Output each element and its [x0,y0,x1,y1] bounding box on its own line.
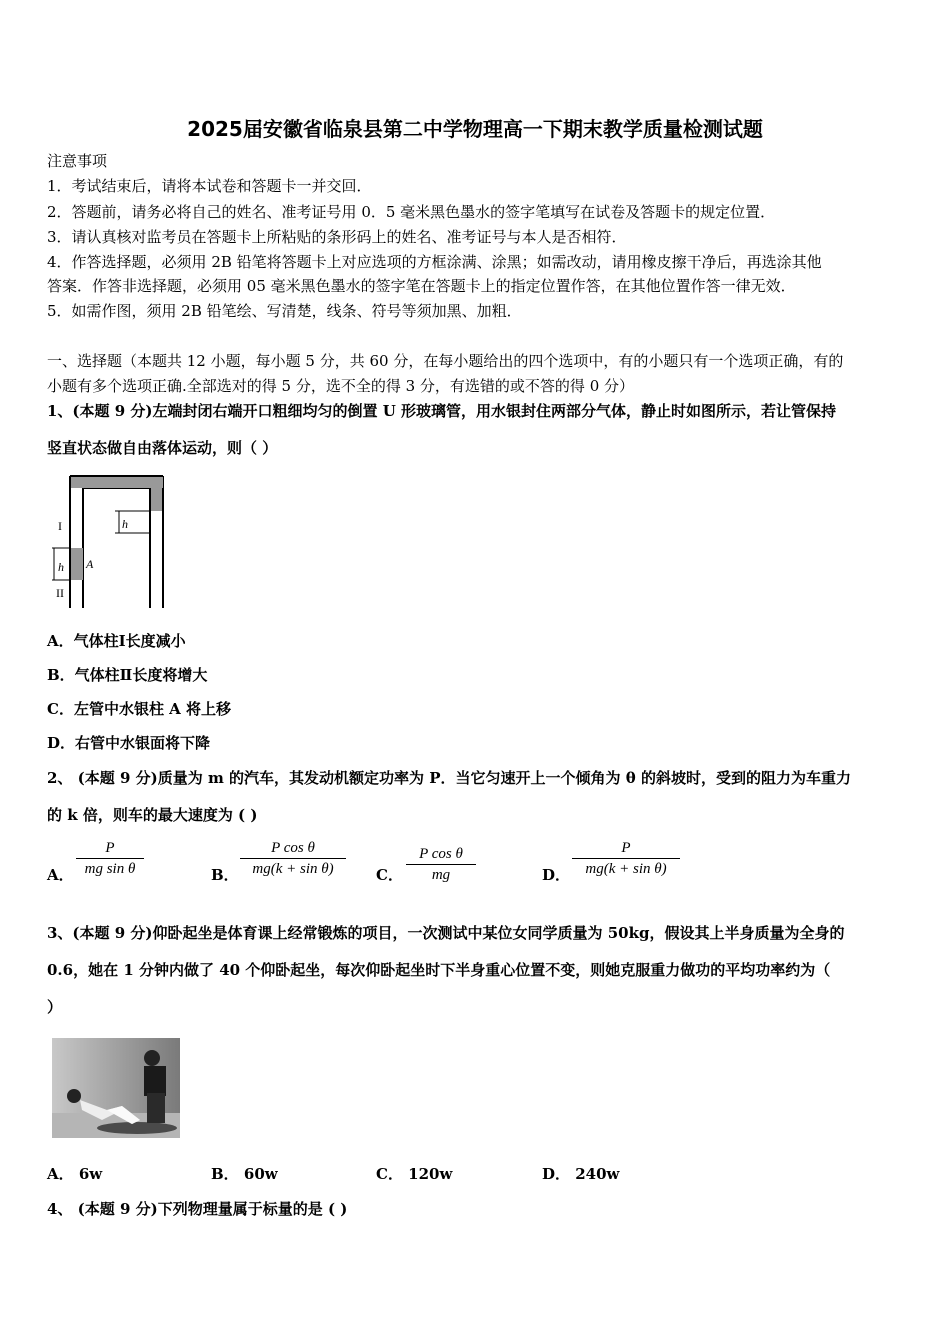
question-1-option-c: C．左管中水银柱 A 将上移 [47,700,232,718]
question-3-stem-end: ） [47,998,63,1016]
question-2-stem: 2、 (本题 9 分)质量为 m 的汽车，其发动机额定功率为 P．当它匀速开上一个倾角为 θ 的斜坡时，受到的阻力为车重力 [47,769,852,787]
fraction-numerator: P cos θ [271,840,315,856]
question-1-option-d: D．右管中水银面将下降 [47,734,211,752]
notice-item: 答案．作答非选择题，必须用 05 毫米黑色墨水的签字笔在答题卡上的指定位置作答，在其他位置作答一律无效． [47,277,796,295]
question-3-option-b: B． 60w [211,1165,278,1183]
question-2-option-b-fraction [240,838,346,879]
mercury-top [71,477,163,488]
fraction-numerator: P [105,840,115,856]
question-3-option-a: A． 6w [47,1165,103,1183]
fraction-denominator: mg(k + sin θ) [252,861,334,877]
question-2-option-d-label: D． [542,866,571,884]
page-title: 2025届安徽省临泉县第二中学物理高一下期末教学质量检测试题 [187,117,763,141]
question-2-stem-cont: 的 k 倍，则车的最大速度为 ( ) [47,806,258,824]
question-2-option-d-fraction [572,838,680,879]
section-heading-cont: 小题有多个选项正确.全部选对的得 5 分，选不全的得 3 分，有选错的或不答的得 0 分） [47,377,635,395]
question-1-stem-cont: 竖直状态做自由落体运动，则（ ） [47,439,278,457]
gas-column-ii-label: II [56,586,64,600]
fraction-denominator: mg(k + sin θ) [585,861,667,877]
situp-photo-illustration [52,1038,180,1138]
fraction-numerator: P [621,840,631,856]
notice-item: 1．考试结束后，请将本试卷和答题卡一并交回． [47,177,372,195]
question-3-option-d: D． 240w [542,1165,620,1183]
section-heading: 一、选择题（本题共 12 小题，每小题 5 分，共 60 分，在每小题给出的四个选项中，有的小题只有一个选项正确，有的 [47,352,844,370]
fraction-denominator: mg [431,867,451,883]
question-2-option-a-fraction [76,838,144,879]
notice-heading: 注意事项 [47,152,108,170]
question-3-stem: 3、(本题 9 分)仰卧起坐是体育课上经常锻炼的项目，一次测试中某位女同学质量为 50kg，假设其上半身质量为全身的 [47,924,845,942]
question-2-option-a-label: A． [47,866,74,884]
fraction-numerator: P cos θ [419,846,463,862]
situp-photo [52,1038,180,1138]
notice-item: 4．作答选择题，必须用 2B 铅笔将答题卡上对应选项的方框涂满、涂黑；如需改动，请用橡皮擦干净后，再选涂其他 [47,253,822,271]
gas-column-i-label: I [58,519,62,533]
h2-label: h [58,560,64,574]
a-label: A [86,557,94,571]
question-3-option-c: C． 120w [376,1165,453,1183]
mercury-right-upper [151,477,162,511]
mercury-column-a [71,548,83,580]
question-1-option-b: B．气体柱Ⅱ长度将增大 [47,666,208,684]
notice-item: 5．如需作图，须用 2B 铅笔绘、写清楚，线条、符号等须加黑、加粗． [47,302,522,320]
h1-label: h [122,517,128,531]
question-2-option-c-label: C． [376,866,403,884]
question-4-stem: 4、 (本题 9 分)下列物理量属于标量的是 ( ) [47,1200,348,1218]
notice-item: 2．答题前，请务必将自己的姓名、准考证号用 0．5 毫米黑色墨水的签字笔填写在试卷及答题卡的规定位置． [47,203,776,221]
fraction-denominator: mg sin θ [84,861,136,877]
question-2-option-b-label: B． [211,866,239,884]
question-1-stem: 1、(本题 9 分)左端封闭右端开口粗细均匀的倒置 U 形玻璃管，用水银封住两部分气体，静止时如图所示，若让管保持 [47,402,837,420]
question-2-option-c-fraction [406,844,476,885]
notice-item: 3．请认真核对监考员在答题卡上所粘贴的条形码上的姓名、准考证号与本人是否相符． [47,228,627,246]
question-1-option-a: A．气体柱Ⅰ长度减小 [47,632,186,650]
u-tube-figure [50,468,180,616]
question-3-stem-cont: 0.6，她在 1 分钟内做了 40 个仰卧起坐，每次仰卧起坐时下半身重心位置不变，则她克服重力做功的平均功率约为（ [47,961,831,979]
